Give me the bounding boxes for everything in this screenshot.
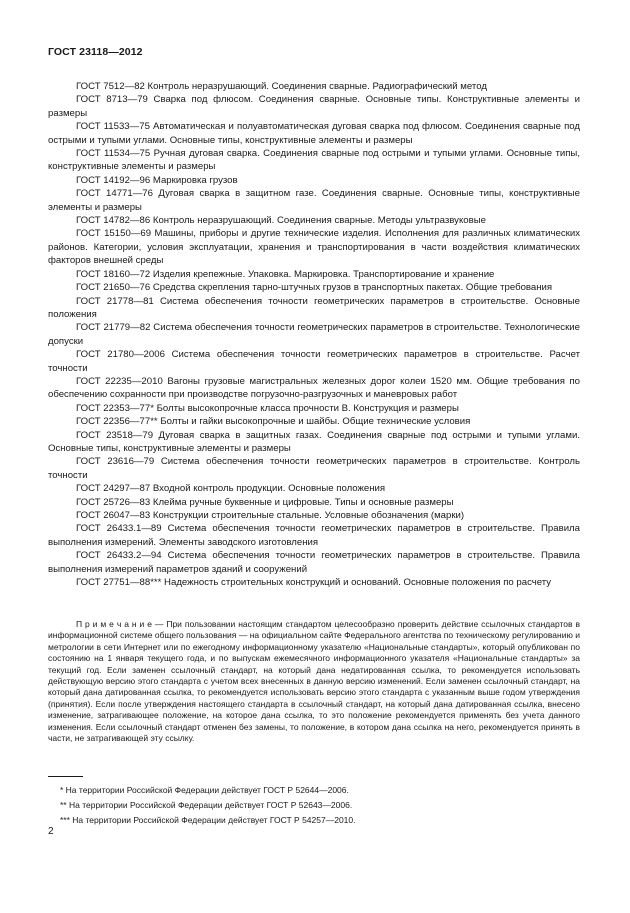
reference-item: ГОСТ 22356—77** Болты и гайки высокопрочные и шайбы. Общие технические условия (76, 416, 471, 428)
reference-item: ГОСТ 23518—79 Дуговая сварка в защитных газах. Соединения сварные под острыми и тупыми углами. Основные типы, конструктивные элементы и размеры (48, 429, 580, 454)
reference-item: ГОСТ 14192—96 Маркировка грузов (76, 174, 238, 186)
page-header-title: ГОСТ 23118—2012 (48, 46, 143, 58)
reference-item: ГОСТ 18160—72 Изделия крепежные. Упаковка. Маркировка. Транспортирование и хранение (76, 268, 495, 280)
reference-item: ГОСТ 15150—69 Машины, приборы и другие технические изделия. Исполнения для различных климатических районов. Категории, условия эксплуатации, хранения и транспортирования в части воздействия климатических факторов внешней среды (48, 228, 580, 267)
reference-item: ГОСТ 24297—87 Входной контроль продукции. Основные положения (76, 483, 386, 495)
reference-item: ГОСТ 21778—81 Система обеспечения точности геометрических параметров в строительстве. Основные положения (48, 295, 580, 320)
reference-item: ГОСТ 25726—83 Клейма ручные буквенные и цифровые. Типы и основные размеры (76, 496, 454, 508)
footnote-item: ** На территории Российской Федерации действует ГОСТ Р 52643—2006. (60, 800, 353, 810)
reference-item: ГОСТ 14771—76 Дуговая сварка в защитном газе. Соединения сварные. Основные типы, конструктивные элементы и размеры (48, 188, 580, 213)
reference-item: ГОСТ 11534—75 Ручная дуговая сварка. Соединения сварные под острыми и тупыми углами. Основные типы, конструктивные элементы и размеры (48, 148, 580, 173)
reference-item: ГОСТ 23616—79 Система обеспечения точности геометрических параметров в строительстве. Контроль точности (48, 456, 580, 481)
footnotes (48, 784, 580, 829)
reference-item: ГОСТ 8713—79 Сварка под флюсом. Соединения сварные. Основные типы. Конструктивные элементы и размеры (48, 94, 580, 119)
footnote-item: * На территории Российской Федерации действует ГОСТ Р 52644—2006. (60, 785, 349, 795)
note-paragraph (48, 619, 580, 744)
reference-item: ГОСТ 22235—2010 Вагоны грузовые магистральных железных дорог колеи 1520 мм. Общие требования по обеспечению сохранности при производстве погрузочно-разгрузочных и маневровых работ (48, 375, 580, 401)
normative-references-list (48, 80, 580, 589)
reference-item: ГОСТ 21779—82 Система обеспечения точности геометрических параметров в строительстве. Технологические допуски (48, 322, 580, 347)
reference-item: ГОСТ 26433.2—94 Система обеспечения точности геометрических параметров в строительстве. Правила выполнения измерений параметров зданий и сооружений (48, 550, 580, 575)
reference-item: ГОСТ 14782—86 Контроль неразрушающий. Соединения сварные. Методы ультразвуковые (76, 215, 486, 227)
reference-item: ГОСТ 26047—83 Конструкции строительные стальные. Условные обозначения (марки) (76, 510, 465, 521)
reference-item: ГОСТ 21650—76 Средства скрепления тарно-штучных грузов в транспортных пакетах. Общие требования (76, 282, 553, 294)
reference-item: ГОСТ 21780—2006 Система обеспечения точности геометрических параметров в строительстве. Расчет точности (48, 349, 580, 374)
note-label: П р и м е ч а н и е — (76, 619, 164, 629)
reference-item: ГОСТ 26433.1—89 Система обеспечения точности геометрических параметров в строительстве. Правила выполнения измерений. Элементы заводского изготовления (48, 523, 580, 548)
reference-item: ГОСТ 22353—77* Болты высокопрочные класса прочности В. Конструкция и размеры (76, 402, 459, 414)
footnote-separator (48, 776, 83, 777)
footnote-item: *** На территории Российской Федерации действует ГОСТ Р 54257—2010. (60, 815, 356, 825)
reference-item: ГОСТ 27751—88*** Надежность строительных конструкций и оснований. Основные положения по расчету (76, 577, 552, 589)
page-number: 2 (48, 826, 54, 837)
reference-item: ГОСТ 7512—82 Контроль неразрушающий. Соединения сварные. Радиографический метод (76, 81, 487, 92)
reference-item: ГОСТ 11533—75 Автоматическая и полуавтоматическая дуговая сварка под флюсом. Соединения сварные под острыми и тупыми углами. Основные типы, конструктивные элементы и размеры (48, 121, 580, 146)
note-text: При пользовании настоящим стандартом целесообразно проверить действие ссылочных стандартов в информационной системе общего пользования — на официальном сайте Федерального агентства по техническому регулированию и метрологии в сети Интернет или по ежегодному информационному указателю «Национальные стандарты», который опубликован по состоянию на 1 января текущего года, и по выпускам ежемесячного информационного указателя «Национальные стандарты» за текущий год. Если заменен ссылочный стандарт, на который дана недатированная ссылка, то рекомендуется использовать действующую версию этого стандарта с учетом всех внесенных в данную версию изменений. Если заменен ссылочный стандарт, на который дана датированная ссылка, то рекомендуется использовать версию этого стандарта с указанным выше годом утверждения (принятия). Если после утверждения настоящего стандарта в ссылочный стандарт, на который дана датированная ссылка, внесено изменение, затрагивающее положение, на которое дана ссылка, то это положение рекомендуется применять без учета данного изменения. Если ссылочный стандарт отменен без замены, то положение, в котором дана ссылка на него, рекомендуется принять в части, не затрагивающей эту ссылку. (48, 619, 580, 744)
